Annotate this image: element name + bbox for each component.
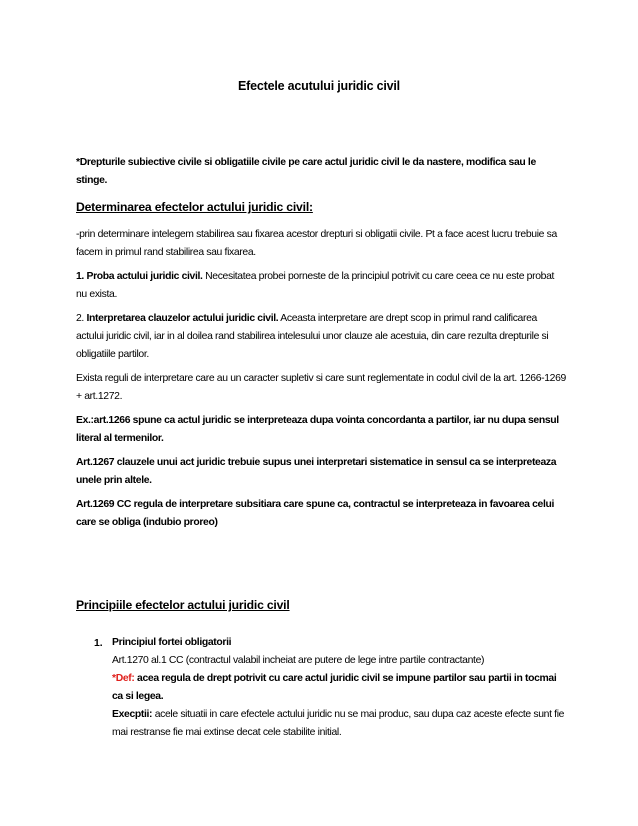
section-heading-determinarea: Determinarea efectelor actului juridic civil: — [76, 200, 313, 214]
list-item-article: Art.1270 al.1 CC (contractul valabil incheiat are putere de lege intre partile contractante) — [112, 655, 485, 666]
interpretarea-number: 2. — [76, 313, 87, 324]
exceptions-text: acele situatii in care efectele actului juridic nu se mai produc, sau dupa caz aceste efecte sunt fie mai restranse fie mai extinse decat cele stabilite initial. — [112, 709, 565, 738]
paragraph-art-1269: Art.1269 CC regula de interpretare subsitiara care spune ca, contractul se interpreteaza in favoarea celui care se obliga (indubio proreo) — [76, 499, 555, 528]
paragraph-reguli: Exista reguli de interpretare care au un caracter supletiv si care sunt reglementate in codul civil de la art. 1266-1269 + art.1272. — [76, 373, 566, 402]
intro-paragraph: *Drepturile subiective civile si obligatiile civile pe care actul juridic civil le da nastere, modifica sau le stinge. — [76, 157, 536, 186]
paragraph-art-1267: Art.1267 clauzele unui act juridic trebuie supus unei interpretari sistematice in sensul ca se interpreteaza unele prin altele. — [76, 457, 557, 486]
list-item-title: Principiul fortei obligatorii — [112, 637, 232, 648]
interpretarea-text: Aceasta interpretare are drept scop in primul rand calificarea actului juridic civil, iar in al doilea rand stabilirea intelesului unor clauze ale acestuia, din care rezulta drepturile si obligatiile partilor. — [76, 313, 549, 360]
paragraph-determinare: -prin determinare intelegem stabilirea sau fixarea acestor drepturi si obligatii civile. Pt a face acest lucru trebuie sa facem in primul rand stabilirea sau fixarea. — [76, 229, 557, 258]
proba-bold-label: 1. Proba actului juridic civil. — [76, 271, 203, 282]
exceptions-paragraph — [112, 706, 567, 742]
exceptions-label: Execptii: — [112, 709, 153, 720]
interpretarea-bold-label: Interpretarea clauzelor actului juridic civil. — [86, 313, 279, 324]
list-item-number: 1. — [94, 638, 103, 649]
section-heading-principiile: Principiile efectelor actului juridic civil — [76, 598, 290, 612]
paragraph-proba — [76, 268, 566, 304]
paragraph-example-1266: Ex.:art.1266 spune ca actul juridic se interpreteaza dupa vointa concordanta a partilor, iar nu dupa sensul literal al termenilor. — [76, 415, 559, 444]
definition-label: *Def: — [112, 673, 135, 684]
paragraph-interpretarea — [76, 310, 566, 364]
definition-text: acea regula de drept potrivit cu care actul juridic civil se impune partilor sau partii in tocmai ca si legea. — [112, 673, 557, 702]
document-title: Efectele acutului juridic civil — [238, 79, 400, 93]
definition-paragraph — [112, 670, 567, 706]
proba-text: Necesitatea probei porneste de la principiul potrivit cu care ceea ce nu este probat nu exista. — [76, 271, 555, 300]
